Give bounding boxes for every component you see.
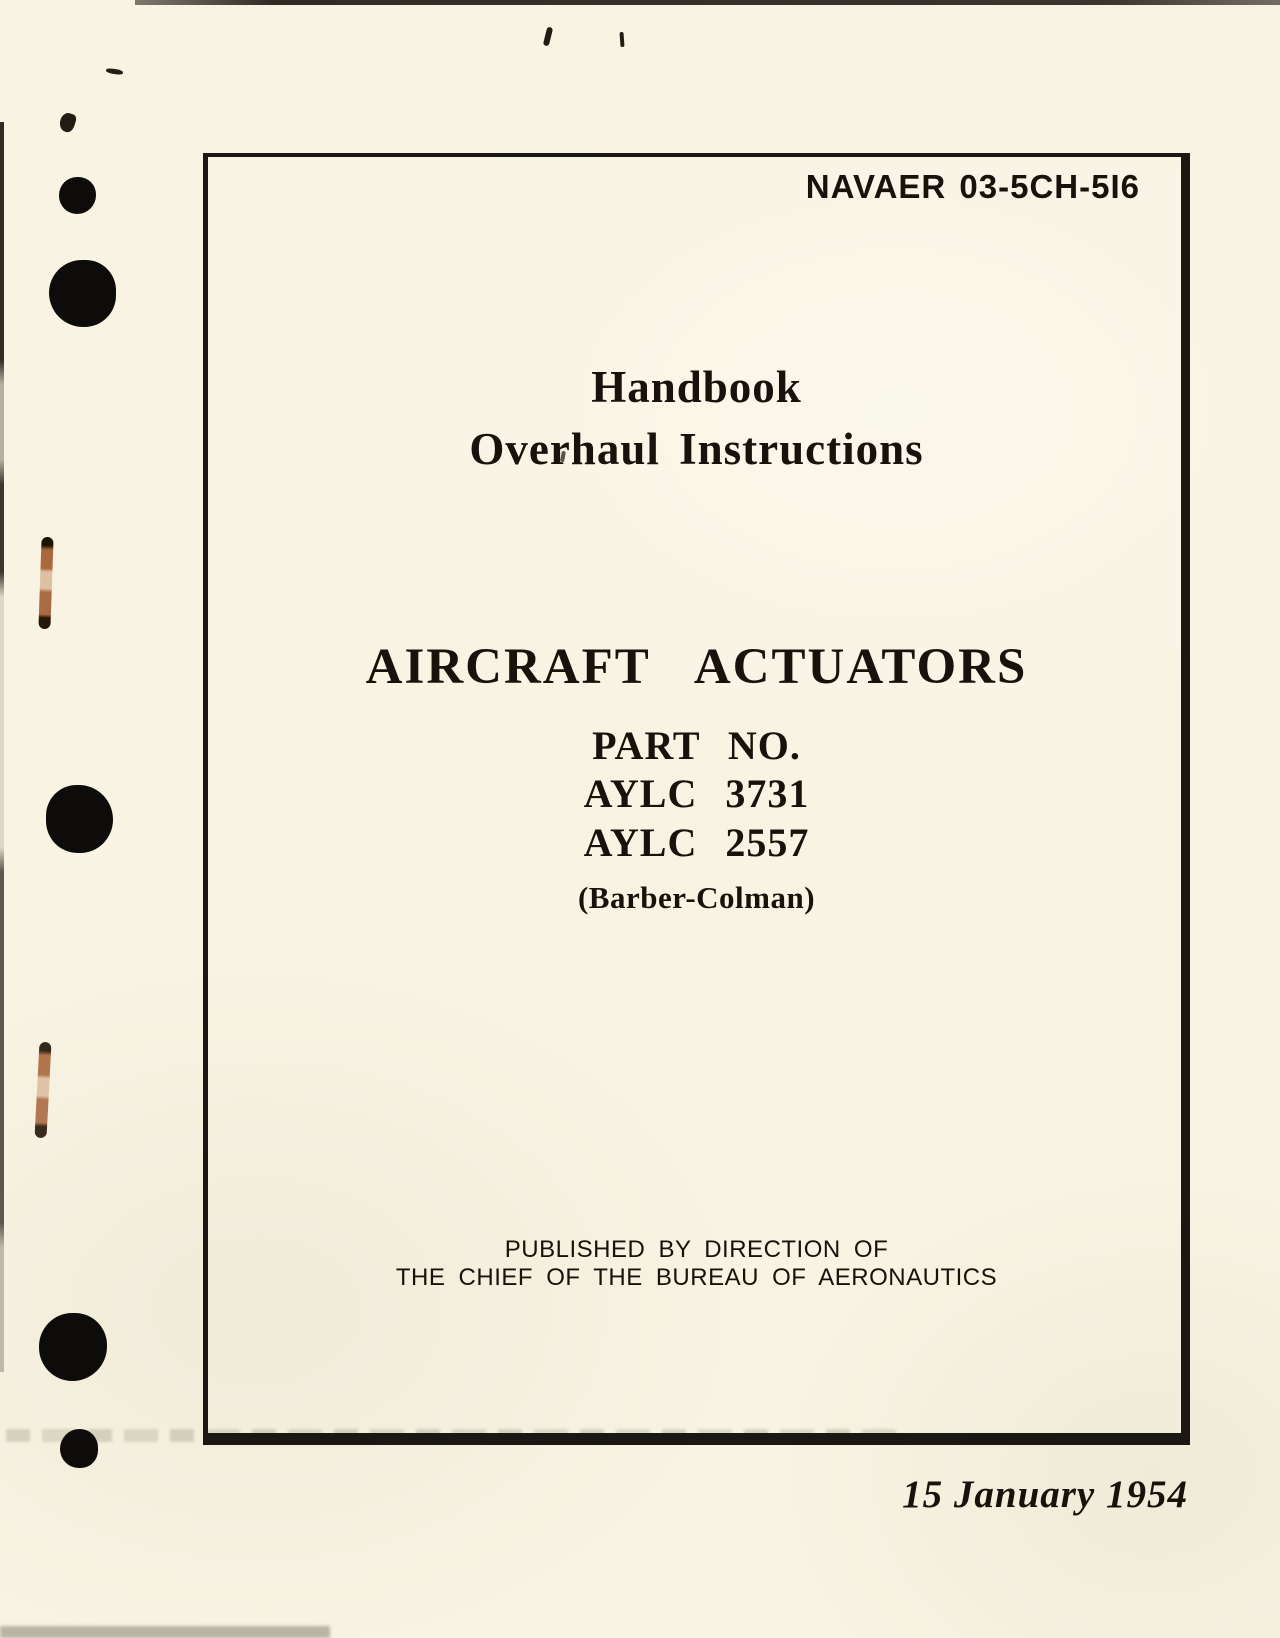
- handbook-title: [203, 356, 1190, 480]
- punch-hole: [59, 177, 96, 214]
- punch-hole: [39, 1313, 107, 1381]
- punch-hole: [60, 1429, 98, 1468]
- manufacturer-name: (Barber-Colman): [577, 880, 816, 915]
- handbook-line1: Handbook: [591, 362, 802, 412]
- pen-mark: [57, 111, 77, 134]
- scan-edge-bottom-smudge: [0, 1626, 330, 1638]
- publisher-statement: [203, 1236, 1190, 1292]
- punch-hole: [46, 785, 113, 853]
- pen-mark: [106, 68, 124, 76]
- staple-mark: [34, 1042, 51, 1138]
- scan-edge-left: [0, 122, 4, 1372]
- publish-date: 15 January 1954: [902, 1473, 1188, 1516]
- part-no-label: PART NO.: [592, 723, 801, 768]
- pen-mark: [619, 32, 624, 47]
- handbook-line2: Overhaul Instructions: [469, 424, 924, 474]
- part-number: AYLC 2557: [583, 820, 810, 865]
- staple-mark: [38, 537, 53, 629]
- published-line2: THE CHIEF OF THE BUREAU OF AERONAUTICS: [395, 1264, 998, 1291]
- punch-hole: [49, 260, 116, 327]
- doc-number: NAVAER 03-5CH-5I6: [805, 168, 1140, 205]
- published-line1: PUBLISHED BY DIRECTION OF: [504, 1236, 889, 1263]
- part-number: AYLC 3731: [583, 771, 810, 816]
- scan-edge-top: [135, 0, 1280, 5]
- pen-mark: [543, 27, 553, 47]
- main-title: AIRCRAFT ACTUATORS: [365, 639, 1028, 695]
